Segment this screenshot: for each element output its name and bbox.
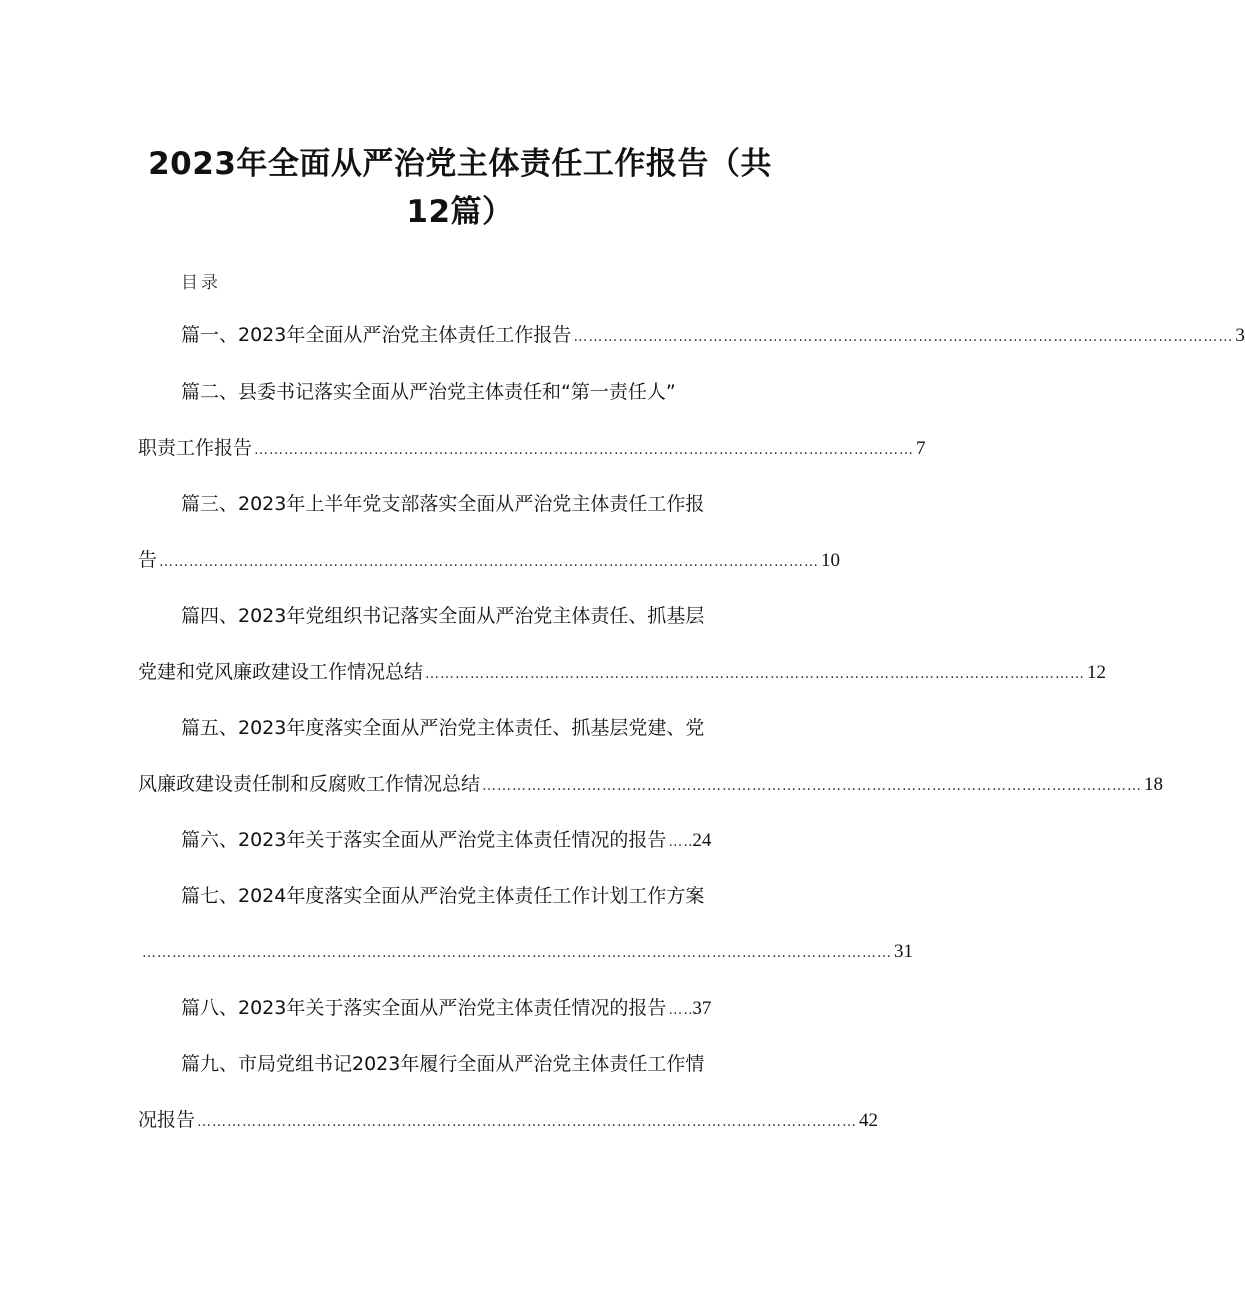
toc-entry-5-line-1[interactable]: [181, 713, 781, 743]
toc-leader-dots: ……………………………………………………………………………………………………………………: [573, 329, 1234, 345]
toc-leader-dots: ……: [668, 834, 699, 850]
toc-entry-8[interactable]: [181, 993, 781, 1023]
toc-entry-title: 篇八、2023年关于落实全面从严治党主体责任情况的报告: [181, 997, 667, 1019]
toc-page-number: 31: [894, 941, 913, 962]
toc-leader-dots: ……………………………………………………………………………………………………………………: [482, 778, 1143, 794]
toc-leader-dots: ……………………………………………………………………………………………………………………: [197, 1114, 858, 1130]
toc-entry-5-line-2[interactable]: [138, 769, 1164, 799]
toc-entry-title: 篇四、2023年党组织书记落实全面从严治党主体责任、抓基层: [181, 605, 705, 627]
toc-entry-title-continued: 党建和党风廉政建设工作情况总结: [138, 661, 424, 683]
toc-leader-dots: ……………………………………………………………………………………………………………………: [159, 554, 820, 570]
toc-entry-7-line-1[interactable]: [181, 881, 781, 911]
toc-leader-dots: ……………………………………………………………………………………………………………………………………: [142, 945, 892, 961]
toc-entry-title-continued: 职责工作报告: [138, 437, 253, 459]
toc-page-number: 10: [821, 550, 841, 571]
toc-page-number: 12: [1087, 662, 1107, 683]
toc-entry-title: 篇二、县委书记落实全面从严治党主体责任和“第一责任人”: [181, 381, 676, 403]
toc-entry-7-line-2[interactable]: [140, 937, 913, 967]
toc-entry-9-line-1[interactable]: [181, 1049, 781, 1079]
toc-entry-title-continued: 告: [138, 549, 158, 571]
toc-page-number: 24: [692, 830, 712, 851]
toc-page-number: 3: [1235, 325, 1245, 346]
toc-entry-9-line-2[interactable]: [138, 1105, 879, 1135]
title-line-2: 12篇）: [406, 194, 514, 230]
toc-entry-title: 篇九、市局党组书记2023年履行全面从严治党主体责任工作情: [181, 1053, 705, 1075]
toc-page-number: 37: [692, 998, 712, 1019]
title-line-1: 2023年全面从严治党主体责任工作报告（共: [148, 146, 772, 182]
toc-heading: 目录: [181, 273, 221, 293]
toc-entry-2-line-1[interactable]: [181, 377, 781, 407]
toc-entry-title-continued: 况报告: [138, 1109, 196, 1131]
toc-entry-1[interactable]: [181, 320, 1245, 350]
toc-page-number: 7: [916, 438, 926, 459]
toc-entry-title: 篇六、2023年关于落实全面从严治党主体责任情况的报告: [181, 829, 667, 851]
toc-leader-dots: ……: [668, 1002, 699, 1018]
toc-entry-4-line-1[interactable]: [181, 601, 781, 631]
toc-entry-2-line-2[interactable]: [138, 433, 926, 463]
toc-entry-6[interactable]: [181, 825, 781, 855]
toc-entry-title: 篇五、2023年度落实全面从严治党主体责任、抓基层党建、党: [181, 717, 705, 739]
toc-leader-dots: ……………………………………………………………………………………………………………………: [254, 442, 915, 458]
toc-entry-3-line-1[interactable]: [181, 489, 781, 519]
toc-page-number: 18: [1144, 774, 1164, 795]
toc-entry-3-line-2[interactable]: [138, 545, 841, 575]
toc-leader-dots: ……………………………………………………………………………………………………………………: [425, 666, 1086, 682]
toc-entry-title-continued: 风廉政建设责任制和反腐败工作情况总结: [138, 773, 481, 795]
toc-page-number: 42: [859, 1110, 879, 1131]
toc-entry-title: 篇三、2023年上半年党支部落实全面从严治党主体责任工作报: [181, 493, 705, 515]
toc-entry-title: 篇一、2023年全面从严治党主体责任工作报告: [181, 324, 572, 346]
toc-entry-4-line-2[interactable]: [138, 657, 1107, 687]
toc-entry-title: 篇七、2024年度落实全面从严治党主体责任工作计划工作方案: [181, 885, 705, 907]
